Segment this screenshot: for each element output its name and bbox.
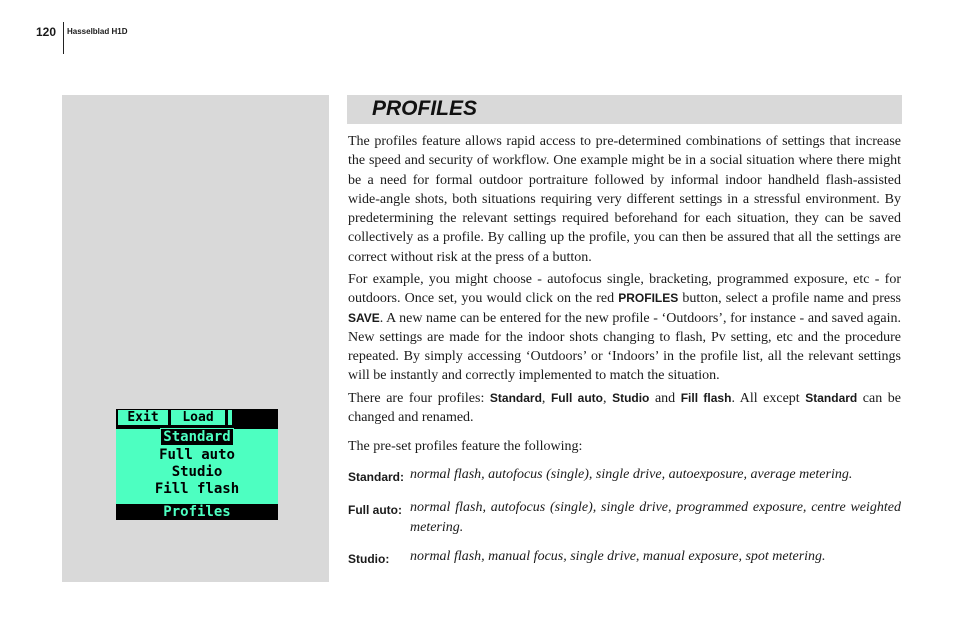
header-divider — [63, 22, 64, 54]
paragraph-preset-intro: The pre-set profiles feature the following: — [348, 439, 583, 454]
definition-term: Standard: — [348, 470, 405, 484]
lcd-footer-profiles: Profiles — [116, 504, 278, 520]
section-title: PROFILES — [372, 97, 478, 120]
paragraph-intro: The profiles feature allows rapid access to pre-determined combinations of settings that increase the speed and security of workflow. One example might be in a social situation where there might be a need for formal outdoor portraiture followed by informal indoor handheld flash-assisted wide-angle shots, both situations requiring very different settings in a stressful environment. By predetermining the relevant settings required beforehand for each situation, they can be saved collectively as a profile. By calling up the profile, you can then be assured that all the settings are correct without risk at the press of a button. — [348, 134, 901, 265]
definition-description: normal flash, autofocus (single), single drive, autoexposure, average metering. — [410, 467, 853, 482]
lcd-tab-load: Load — [171, 410, 225, 425]
lcd-tab-exit: Exit — [118, 410, 168, 425]
definition-studio — [348, 547, 901, 567]
definition-term: Studio: — [348, 552, 390, 566]
lcd-screen — [116, 409, 278, 520]
definition-standard — [348, 465, 901, 485]
section-title-bar — [347, 95, 902, 124]
document-title: Hasselblad H1D — [67, 27, 128, 36]
lcd-item-studio: Studio — [171, 464, 223, 480]
lcd-item-full-auto: Full auto — [159, 447, 235, 463]
definition-full-auto — [348, 498, 901, 538]
definition-description: normal flash, autofocus (single), single drive, programmed exposure, centre weighted metering. — [410, 500, 901, 535]
page-number: 120 — [36, 25, 57, 39]
lcd-item-standard: Standard — [163, 429, 231, 445]
definition-description: normal flash, manual focus, single drive, manual exposure, spot metering. — [410, 549, 826, 564]
lcd-tab-blank — [228, 410, 232, 425]
paragraph-profiles-list: There are four profiles: Standard, Full auto, Studio and Fill flash. All except Standard can be changed and renamed. — [348, 391, 901, 426]
paragraph-example: For example, you might choose - autofocus single, bracketing, programmed exposure, etc - for outdoors. Once set, you would click on the red PROFILES button, select a profile name and press SAVE. A new name can be entered for the new profile - ‘Outdoors’, for instance - and saved again. New settings are made for the indoor shots changing to flash, Pv setting, etc and the procedure repeated. By simply accessing ‘Outdoors’ or ‘Indoors’ in the profile list, all the relevant settings will be instantly and correctly implemented to match the situation. — [348, 272, 902, 384]
lcd-menu-list — [116, 429, 278, 504]
lcd-item-fill-flash: Fill flash — [154, 481, 240, 497]
definition-term: Full auto: — [348, 503, 402, 517]
